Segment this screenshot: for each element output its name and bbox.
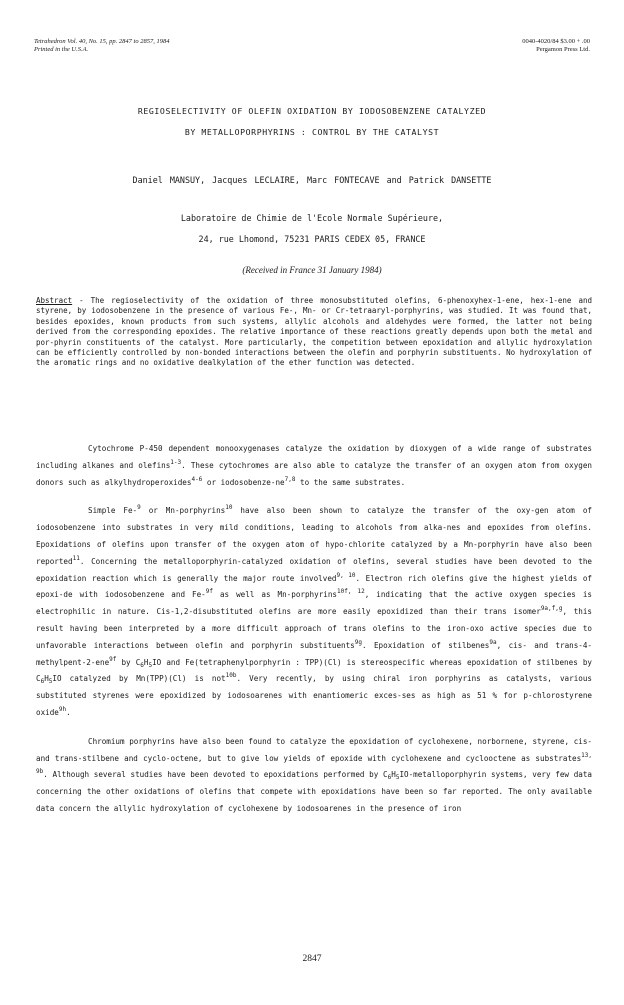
author-list xyxy=(0,175,624,185)
citation-ref: 9f xyxy=(109,655,117,663)
journal-citation xyxy=(34,38,169,54)
paragraph: Cytochrome P-450 dependent monooxygenases catalyze the oxidation by dioxygen of a wide range of substrates including alkanes and olefins$^{1-3}$. These cytochromes are also able to catalyze the transfer of an oxygen atom from oxygen donors such as alkylhydroperoxides$^{4-6}$ or iodosobenze-ne$^{7,8}$ to the same substrates. xyxy=(36,444,592,487)
affiliation-line-2: 24, rue Lhomond, 75231 PARIS CEDEX 05, FRANCE xyxy=(198,234,426,244)
subscript: 6 xyxy=(140,661,144,669)
author-conjunction: and xyxy=(386,175,402,185)
journal-citation-line: Tetrahedron Vol. 40, No. 15, pp. 2847 to 2857, 1984 xyxy=(34,38,170,45)
received-date: (Received in France 31 January 1984) xyxy=(242,265,382,275)
citation-ref: 4-6 xyxy=(191,475,203,483)
citation-ref: 10f, 12 xyxy=(336,588,365,596)
paragraph: Simple Fe-$^9$ or Mn-porphyrins$^{10}$ have also been shown to catalyze the transfer of the oxy-gen atom of iodosobenzene into substrates in very mild conditions, leading to alcohols from alka-nes and epoxides from olefins. Epoxidations of olefins upon transfer of the oxygen atom of hypo-chlorite catalyzed by a Mn-porphyrin have also been reported$^{11}$. Concerning the metalloporphyrin-catalyzed oxidation of olefins, several studies have been devoted to the epoxidation reaction which is generally the major route involved$^{9, 10}$. Electron rich olefins give the highest yields of epoxi-de with iodosobenzene and Fe-$^{9f}$ as well as Mn-porphyrins$^{10f, 12}$, indicating that the active oxygen species is electrophilic in nature. Cis-1,2-disubstituted olefins are more easily epoxidized than their trans isomer$^{9a,f,g}$, this result having been interpreted by a more difficult approach of trans olefins to the iron-oxo active species due to unfavorable interactions between olefin and porphyrin substituents$^{9g}$. Epoxidation of stilbenes$^{9a}$, cis- and trans-4-methylpent-2-ene$^{9f}$ by $C_6H_5IO$ and Fe(tetraphenylporphyrin : TPP)(Cl) is stereospecific whereas epoxidation of stilbenes by $C_6H_5IO$ catalyzed by Mn(TPP)(Cl) is not$^{10b}$. Very recently, by using chiral iron porphyrins as catalysts, various substituted styrenes were epoxidized by iodosoarenes with enantiomeric exces-ses as high as 51 % for p-chlorostyrene oxide$^{9h}$. xyxy=(36,504,593,717)
affiliation-line-1: Laboratoire de Chimie de l'Ecole Normale Supérieure, xyxy=(180,213,444,223)
subscript: 6 xyxy=(387,774,392,782)
printed-in-line: Printed in the U.S.A. xyxy=(34,46,89,53)
author-name: Jacques LECLAIRE, xyxy=(212,175,300,185)
citation-ref: 10b xyxy=(225,672,237,680)
subscript: 6 xyxy=(40,678,45,686)
citation-ref: 9h xyxy=(58,705,67,713)
citation-ref: 9 xyxy=(137,504,141,512)
paragraph: Chromium porphyrins have also been found to catalyze the epoxidation of cyclohexene, norbornene, styrene, cis- and trans-stilbene and cyclo-octene, but to give low yields of epoxide with cyclohexene and cyclooctene as substrates$^{13, 9b}$. Although several studies have been devoted to epoxidations performed by $C_6H_5IO$-metalloporphyrin systems, very few data concerning the other oxidations of olefins that compete with epoxidations have been so far reported. The only available data concern the allylic hydroxylation of cyclohexene by iodosoarenes in the presence of iron xyxy=(36,736,592,813)
author-name: Daniel MANSUY, xyxy=(132,175,206,185)
citation-ref: 9f xyxy=(205,588,213,596)
paper-title-line-1: REGIOSELECTIVITY OF OLEFIN OXIDATION BY IODOSOBENZENE CATALYZED xyxy=(137,106,487,116)
citation-ref: 11 xyxy=(72,554,80,562)
subscript: 5 xyxy=(48,678,53,686)
page-number: 2847 xyxy=(302,954,322,964)
citation-ref: 1-3 xyxy=(170,458,182,466)
publisher-line: Pergamon Press Ltd. xyxy=(536,46,590,53)
citation-ref: 9a,f,g xyxy=(540,605,563,613)
abstract xyxy=(36,296,592,369)
price-code-line: 0040-4020/84 $3.00 + .00 xyxy=(522,38,590,45)
citation-ref: 7,8 xyxy=(284,475,296,483)
paper-title-line-2: BY METALLOPORPHYRINS : CONTROL BY THE CATALYST xyxy=(184,127,440,137)
citation-ref: 13, 9b xyxy=(36,751,592,776)
author-name: Marc FONTECAVE xyxy=(306,175,380,185)
citation-ref: 9g xyxy=(354,638,362,646)
citation-ref: 9a xyxy=(489,638,497,646)
publisher-code xyxy=(522,38,590,54)
abstract-text: - The regioselectivity of the oxidation of three monosubstituted olefins, 6-phenoxyhex-1-ene, hex-1-ene and styrene, by iodosobenzene in the presence of various Fe-, Mn- or Cr-tetraaryl-porphyrins, was studied. It was found that, besides epoxides, known products from such systems, allylic alcohols and aldehydes were formed, the latter not being derived from the corresponding epoxides. The relative importance of these reactions greatly depends upon both the metal and por-phyrin constituents of the catalyst. More particularly, the competition between epoxidation and allylic hydroxylation can be efficiently controlled by non-bonded interactions between the olefin and porphyrin substituents. No hydroxylation of the aromatic rings and no oxidative dealkylation of the ether function was detected. xyxy=(36,296,592,368)
subscript: 5 xyxy=(395,774,400,782)
author-name: Patrick DANSETTE xyxy=(408,175,492,185)
citation-ref: 9, 10 xyxy=(336,571,356,579)
body-text xyxy=(36,441,592,830)
citation-ref: 10 xyxy=(225,504,233,512)
abstract-label: Abstract xyxy=(36,296,73,305)
subscript: 5 xyxy=(148,661,153,669)
